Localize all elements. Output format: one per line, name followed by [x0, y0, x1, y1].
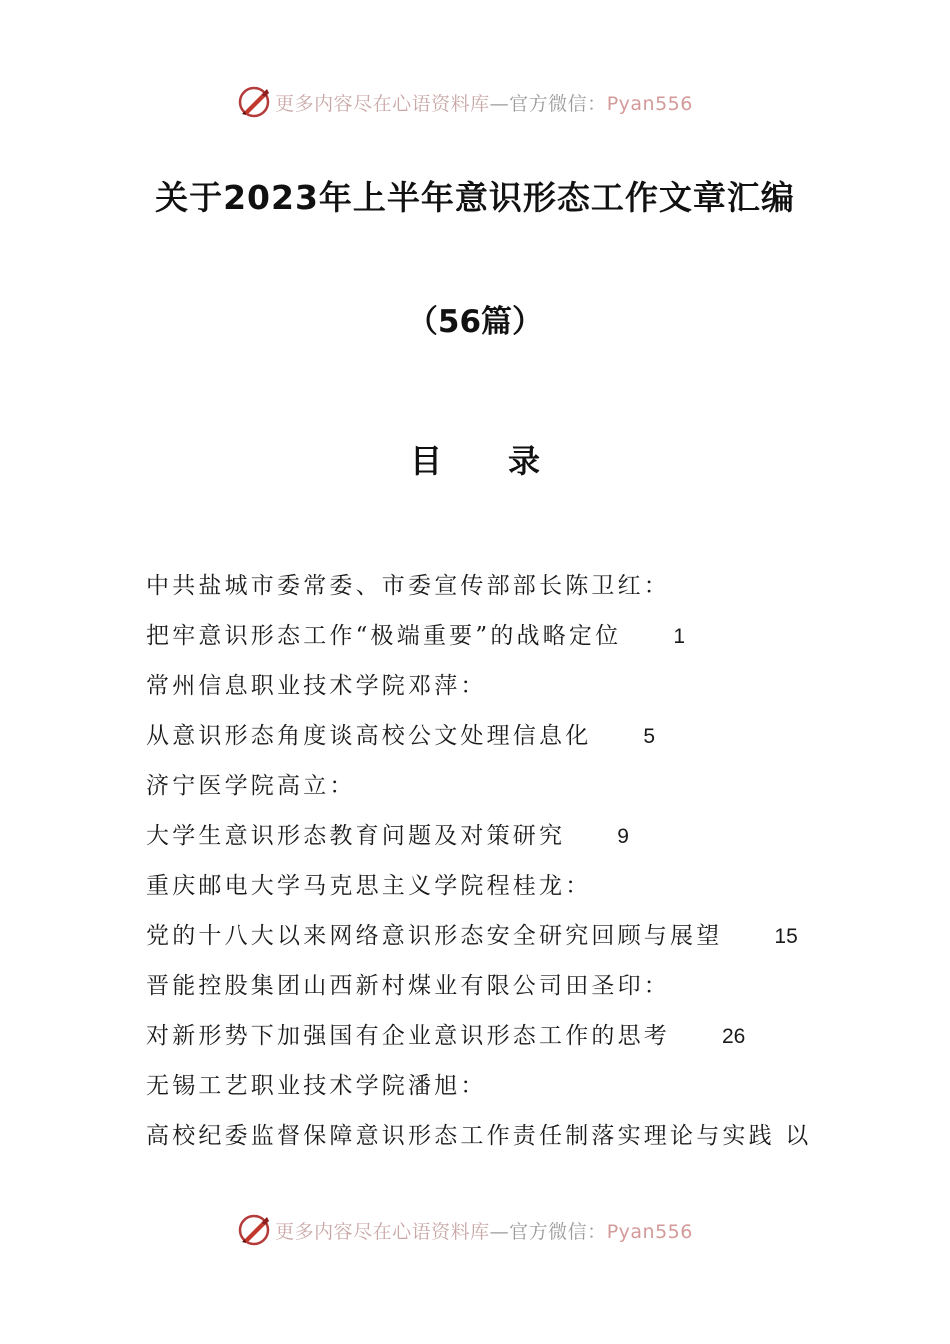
toc-author-line[interactable]: 济宁医学院高立： [146, 773, 356, 799]
toc-title-line[interactable]: 高校纪委监督保障意识形态工作责任制落实理论与实践 以 [146, 1123, 812, 1149]
toc-author-line[interactable]: 晋能控股集团山西新村煤业有限公司田圣印： [146, 973, 670, 999]
toc-heading-left: 目 [409, 442, 442, 480]
toc-title-line[interactable]: 从意识形态角度谈高校公文处理信息化 5 [146, 716, 826, 766]
watermark-banner-bottom [0, 1210, 950, 1250]
toc-title-line[interactable]: 大学生意识形态教育问题及对策研究 9 [146, 816, 826, 866]
table-of-contents [146, 566, 826, 1166]
toc-author-line[interactable]: 常州信息职业技术学院邓萍： [146, 673, 487, 699]
toc-page-number: 5 [643, 725, 656, 748]
watermark-text: 更多内容尽在心语资料库—官方微信：Pyan556 [275, 1220, 693, 1243]
toc-author-line[interactable]: 无锡工艺职业技术学院潘旭： [146, 1073, 487, 1099]
pen-logo-icon [237, 85, 271, 119]
toc-author-line[interactable]: 中共盐城市委常委、市委宣传部部长陈卫红： [146, 573, 670, 599]
watermark-banner-top [0, 82, 950, 122]
toc-title-line[interactable]: 党的十八大以来网络意识形态安全研究回顾与展望 15 [146, 916, 826, 966]
document-title: 关于2023年上半年意识形态工作文章汇编 [155, 178, 795, 217]
toc-heading-right: 录 [508, 442, 541, 480]
toc-title-line[interactable]: 把牢意识形态工作“极端重要”的战略定位 1 [146, 616, 826, 666]
toc-heading [0, 436, 950, 482]
toc-page-number: 26 [722, 1025, 746, 1048]
pen-logo-icon [237, 1213, 271, 1247]
toc-page-number: 9 [617, 825, 629, 848]
document-subtitle: （56篇） [406, 304, 544, 340]
toc-author-line[interactable]: 重庆邮电大学马克思主义学院程桂龙： [146, 873, 592, 899]
toc-title-line[interactable]: 对新形势下加强国有企业意识形态工作的思考 26 [146, 1016, 826, 1066]
watermark-text: 更多内容尽在心语资料库—官方微信：Pyan556 [275, 92, 693, 115]
toc-page-number: 15 [774, 925, 798, 948]
toc-page-number: 1 [673, 625, 686, 648]
